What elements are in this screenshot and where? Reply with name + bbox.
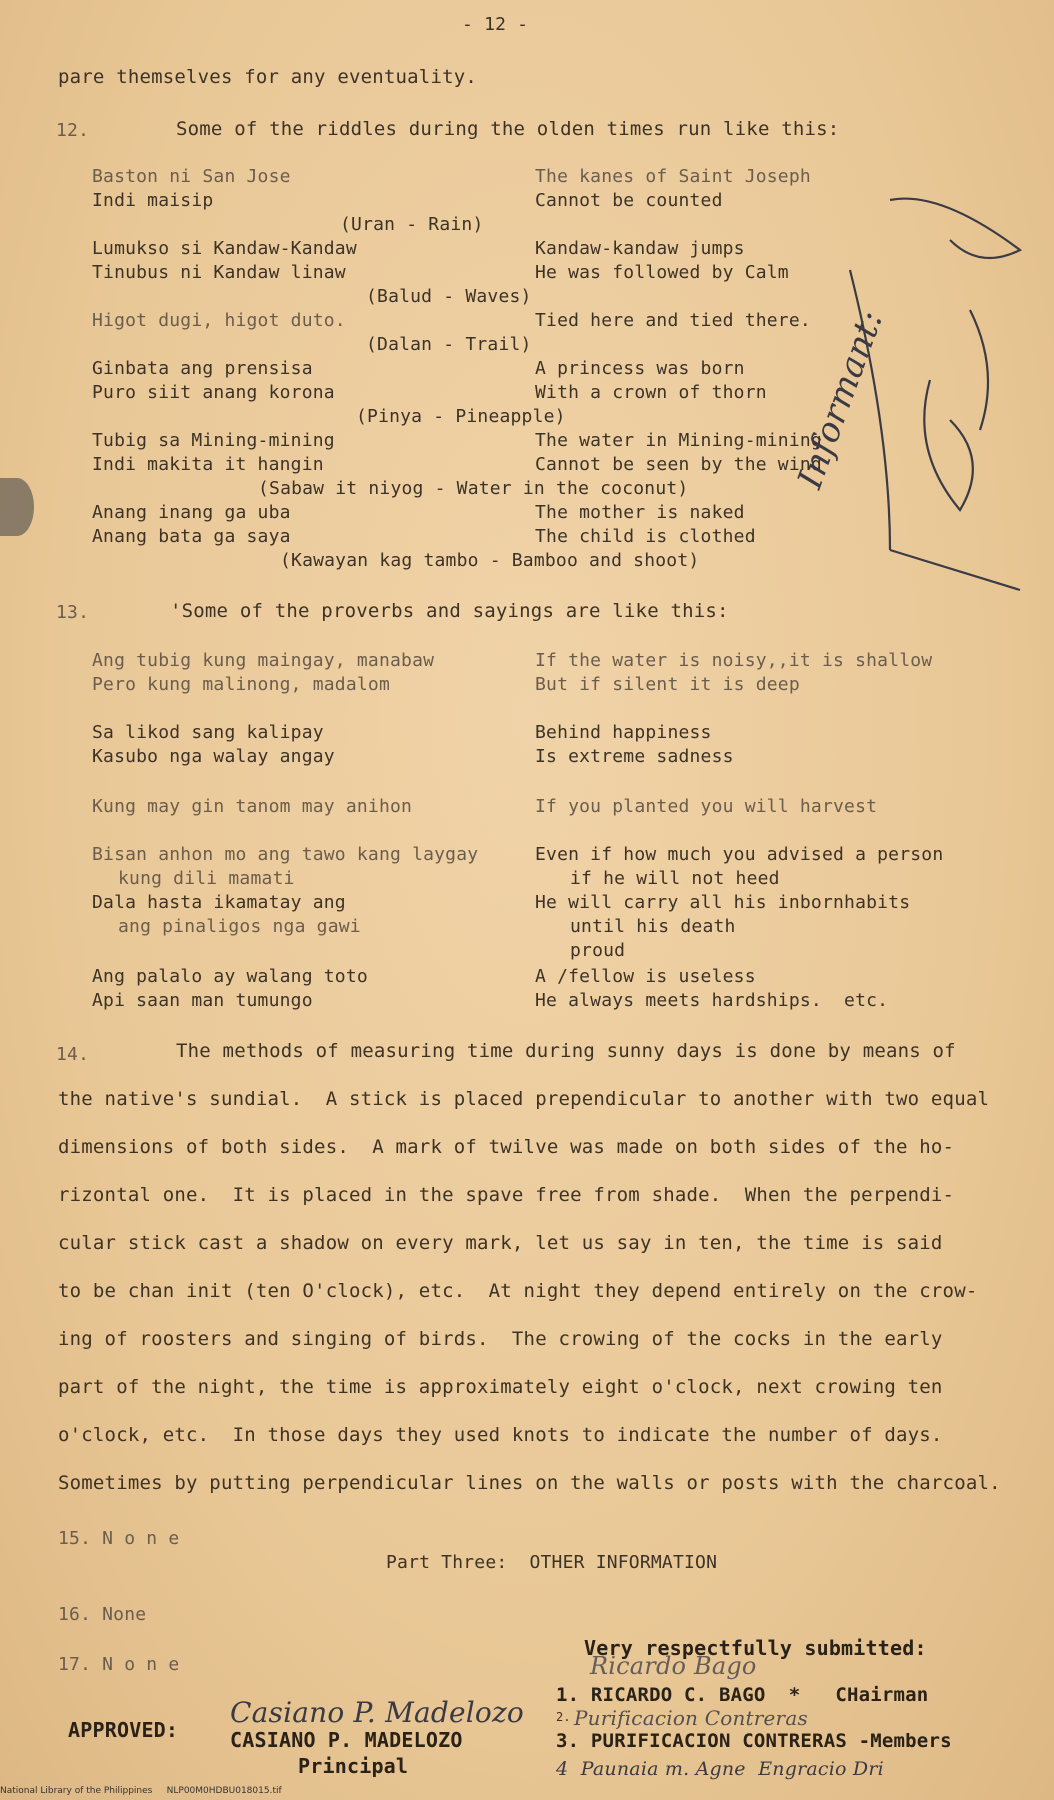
proverb-3-translation-1: If you planted you will harvest <box>535 796 878 817</box>
approved-label: APPROVED: <box>68 1718 179 1742</box>
section-14-line-9: o'clock, etc. In those days they used knots to indicate the number of days. <box>58 1424 943 1446</box>
section-14-line-7: ing of roosters and singing of birds. The crowing of the cocks in the early <box>58 1328 943 1350</box>
section-15: 15. N o n e <box>58 1528 180 1549</box>
proverb-4-translation-1: Even if how much you advised a person <box>535 844 944 865</box>
proverb-2-line-1: Sa likod sang kalipay <box>92 722 324 743</box>
proverb-4-translation-2: if he will not heed <box>570 868 780 889</box>
riddle-5-line-2: Indi makita it hangin <box>92 454 324 475</box>
part-three-heading: Part Three: OTHER INFORMATION <box>386 1552 718 1573</box>
proverb-5-line-2: Api saan man tumungo <box>92 990 313 1011</box>
riddle-4-line-1: Ginbata ang prensisa <box>92 358 313 379</box>
riddle-5-translation-1: The water in Mining-mining <box>535 430 822 451</box>
principal-title: Principal <box>298 1754 409 1778</box>
proverb-5-translation-2: He always meets hardships. etc. <box>535 990 889 1011</box>
proverb-2-translation-2: Is extreme sadness <box>535 746 734 767</box>
proverb-4-line-1: Bisan anhon mo ang tawo kang laygay <box>92 844 479 865</box>
section-14-number: 14. <box>56 1044 90 1065</box>
riddle-3-translation-1: Tied here and tied there. <box>535 310 811 331</box>
principal-name: CASIANO P. MADELOZO <box>230 1728 463 1752</box>
riddle-2-translation-2: He was followed by Calm <box>535 262 789 283</box>
riddle-2-line-1: Lumukso si Kandaw-Kandaw <box>92 238 357 259</box>
proverb-5-translation-1: A /fellow is useless <box>535 966 756 987</box>
riddle-6-line-1: Anang inang ga uba <box>92 502 291 523</box>
proverb-2-translation-1: Behind happiness <box>535 722 712 743</box>
section-14-line-2: the native's sundial. A stick is placed prependicular to another with two equal <box>58 1088 990 1110</box>
member-3-line: 3. PURIFICACION CONTRERAS -Members <box>556 1730 952 1752</box>
riddle-2-answer: (Balud - Waves) <box>366 286 532 307</box>
section-17: 17. N o n e <box>58 1654 180 1675</box>
riddle-2-translation-1: Kandaw-kandaw jumps <box>535 238 745 259</box>
proverb-5-line-1: Ang palalo ay walang toto <box>92 966 368 987</box>
riddle-4-translation-1: A princess was born <box>535 358 745 379</box>
proverb-4-translation-3: He will carry all his inbornhabits <box>535 892 911 913</box>
section-14-line-10: Sometimes by putting perpendicular lines on the walls or posts with the charcoal. <box>58 1472 1001 1494</box>
section-13-text: 'Some of the proverbs and sayings are like this: <box>170 600 729 622</box>
member-2-signature: Purificacion Contreras <box>574 1706 808 1730</box>
section-14-line-4: rizontal one. It is placed in the spave free from shade. When the perpendi- <box>58 1184 955 1206</box>
riddle-6-translation-2: The child is clothed <box>535 526 756 547</box>
section-14-line-5: cular stick cast a shadow on every mark, let us say in ten, the time is said <box>58 1232 943 1254</box>
informant-annotation: Informant: <box>790 305 892 494</box>
proverb-3-line-1: Kung may gin tanom may anihon <box>92 796 413 817</box>
proverb-1-translation-1: If the water is noisy,,it is shallow <box>535 650 933 671</box>
riddle-4-line-2: Puro siit anang korona <box>92 382 335 403</box>
proverb-4-line-4: ang pinaligos nga gawi <box>118 916 361 937</box>
section-14-line-3: dimensions of both sides. A mark of twilve was made on both sides of the ho- <box>58 1136 955 1158</box>
page-number: - 12 - <box>462 14 529 35</box>
principal-signature: Casiano P. Madelozo <box>230 1696 524 1729</box>
riddle-1-translation-1: The kanes of Saint Joseph <box>535 166 811 187</box>
riddle-1-translation-2: Cannot be counted <box>535 190 723 211</box>
ink-blot <box>0 478 34 536</box>
proverb-4-line-2: kung dili mamati <box>118 868 295 889</box>
riddle-6-line-2: Anang bata ga saya <box>92 526 291 547</box>
proverb-1-line-1: Ang tubig kung maingay, manabaw <box>92 650 435 671</box>
proverb-5-insert: proud <box>570 940 626 961</box>
chairman-line: 1. RICARDO C. BAGO * CHairman <box>556 1684 929 1706</box>
riddle-4-translation-2: With a crown of thorn <box>535 382 767 403</box>
footer-source: National Library of the Philippines NLP00M0HDBU018015.tif <box>0 1786 282 1796</box>
riddle-6-translation-1: The mother is naked <box>535 502 745 523</box>
section-16: 16. None <box>58 1604 147 1625</box>
riddle-1-line-2: Indi maisip <box>92 190 214 211</box>
riddle-5-line-1: Tubig sa Mining-mining <box>92 430 335 451</box>
riddle-1-answer: (Uran - Rain) <box>340 214 484 235</box>
proverb-1-line-2: Pero kung malinong, madalom <box>92 674 390 695</box>
closing-line: Very respectfully submitted: <box>584 1636 927 1660</box>
section-12-number: 12. <box>56 120 90 141</box>
section-14-line-1: The methods of measuring time during sunny days is done by means of <box>176 1040 956 1062</box>
proverb-4-translation-4: until his death <box>570 916 736 937</box>
riddle-2-line-2: Tinubus ni Kandaw linaw <box>92 262 346 283</box>
informant-signature-strokes <box>830 130 1030 600</box>
member-2-number: 2. <box>556 1710 571 1724</box>
riddle-5-translation-2: Cannot be seen by the wind <box>535 454 822 475</box>
section-13-number: 13. <box>56 602 90 623</box>
member-4-handwritten: 4 Paunaia m. Agne Engracio Dri <box>556 1758 884 1780</box>
section-14-line-6: to be chan init (ten O'clock), etc. At night they depend entirely on the crow- <box>58 1280 978 1302</box>
chairman-signature: Ricardo Bago <box>590 1652 757 1680</box>
section-12-text: Some of the riddles during the olden times run like this: <box>176 118 840 140</box>
riddle-3-line-1: Higot dugi, higot duto. <box>92 310 346 331</box>
riddle-5-answer: (Sabaw it niyog - Water in the coconut) <box>258 478 689 499</box>
proverb-2-line-2: Kasubo nga walay angay <box>92 746 335 767</box>
proverb-4-line-3: Dala hasta ikamatay ang <box>92 892 346 913</box>
intro-line: pare themselves for any eventuality. <box>58 66 478 88</box>
riddle-3-answer: (Dalan - Trail) <box>366 334 532 355</box>
proverb-1-translation-2: But if silent it is deep <box>535 674 800 695</box>
riddle-6-answer: (Kawayan kag tambo - Bamboo and shoot) <box>280 550 700 571</box>
riddle-1-line-1: Baston ni San Jose <box>92 166 291 187</box>
section-14-line-8: part of the night, the time is approximately eight o'clock, next crowing ten <box>58 1376 943 1398</box>
riddle-4-answer: (Pinya - Pineapple) <box>356 406 566 427</box>
